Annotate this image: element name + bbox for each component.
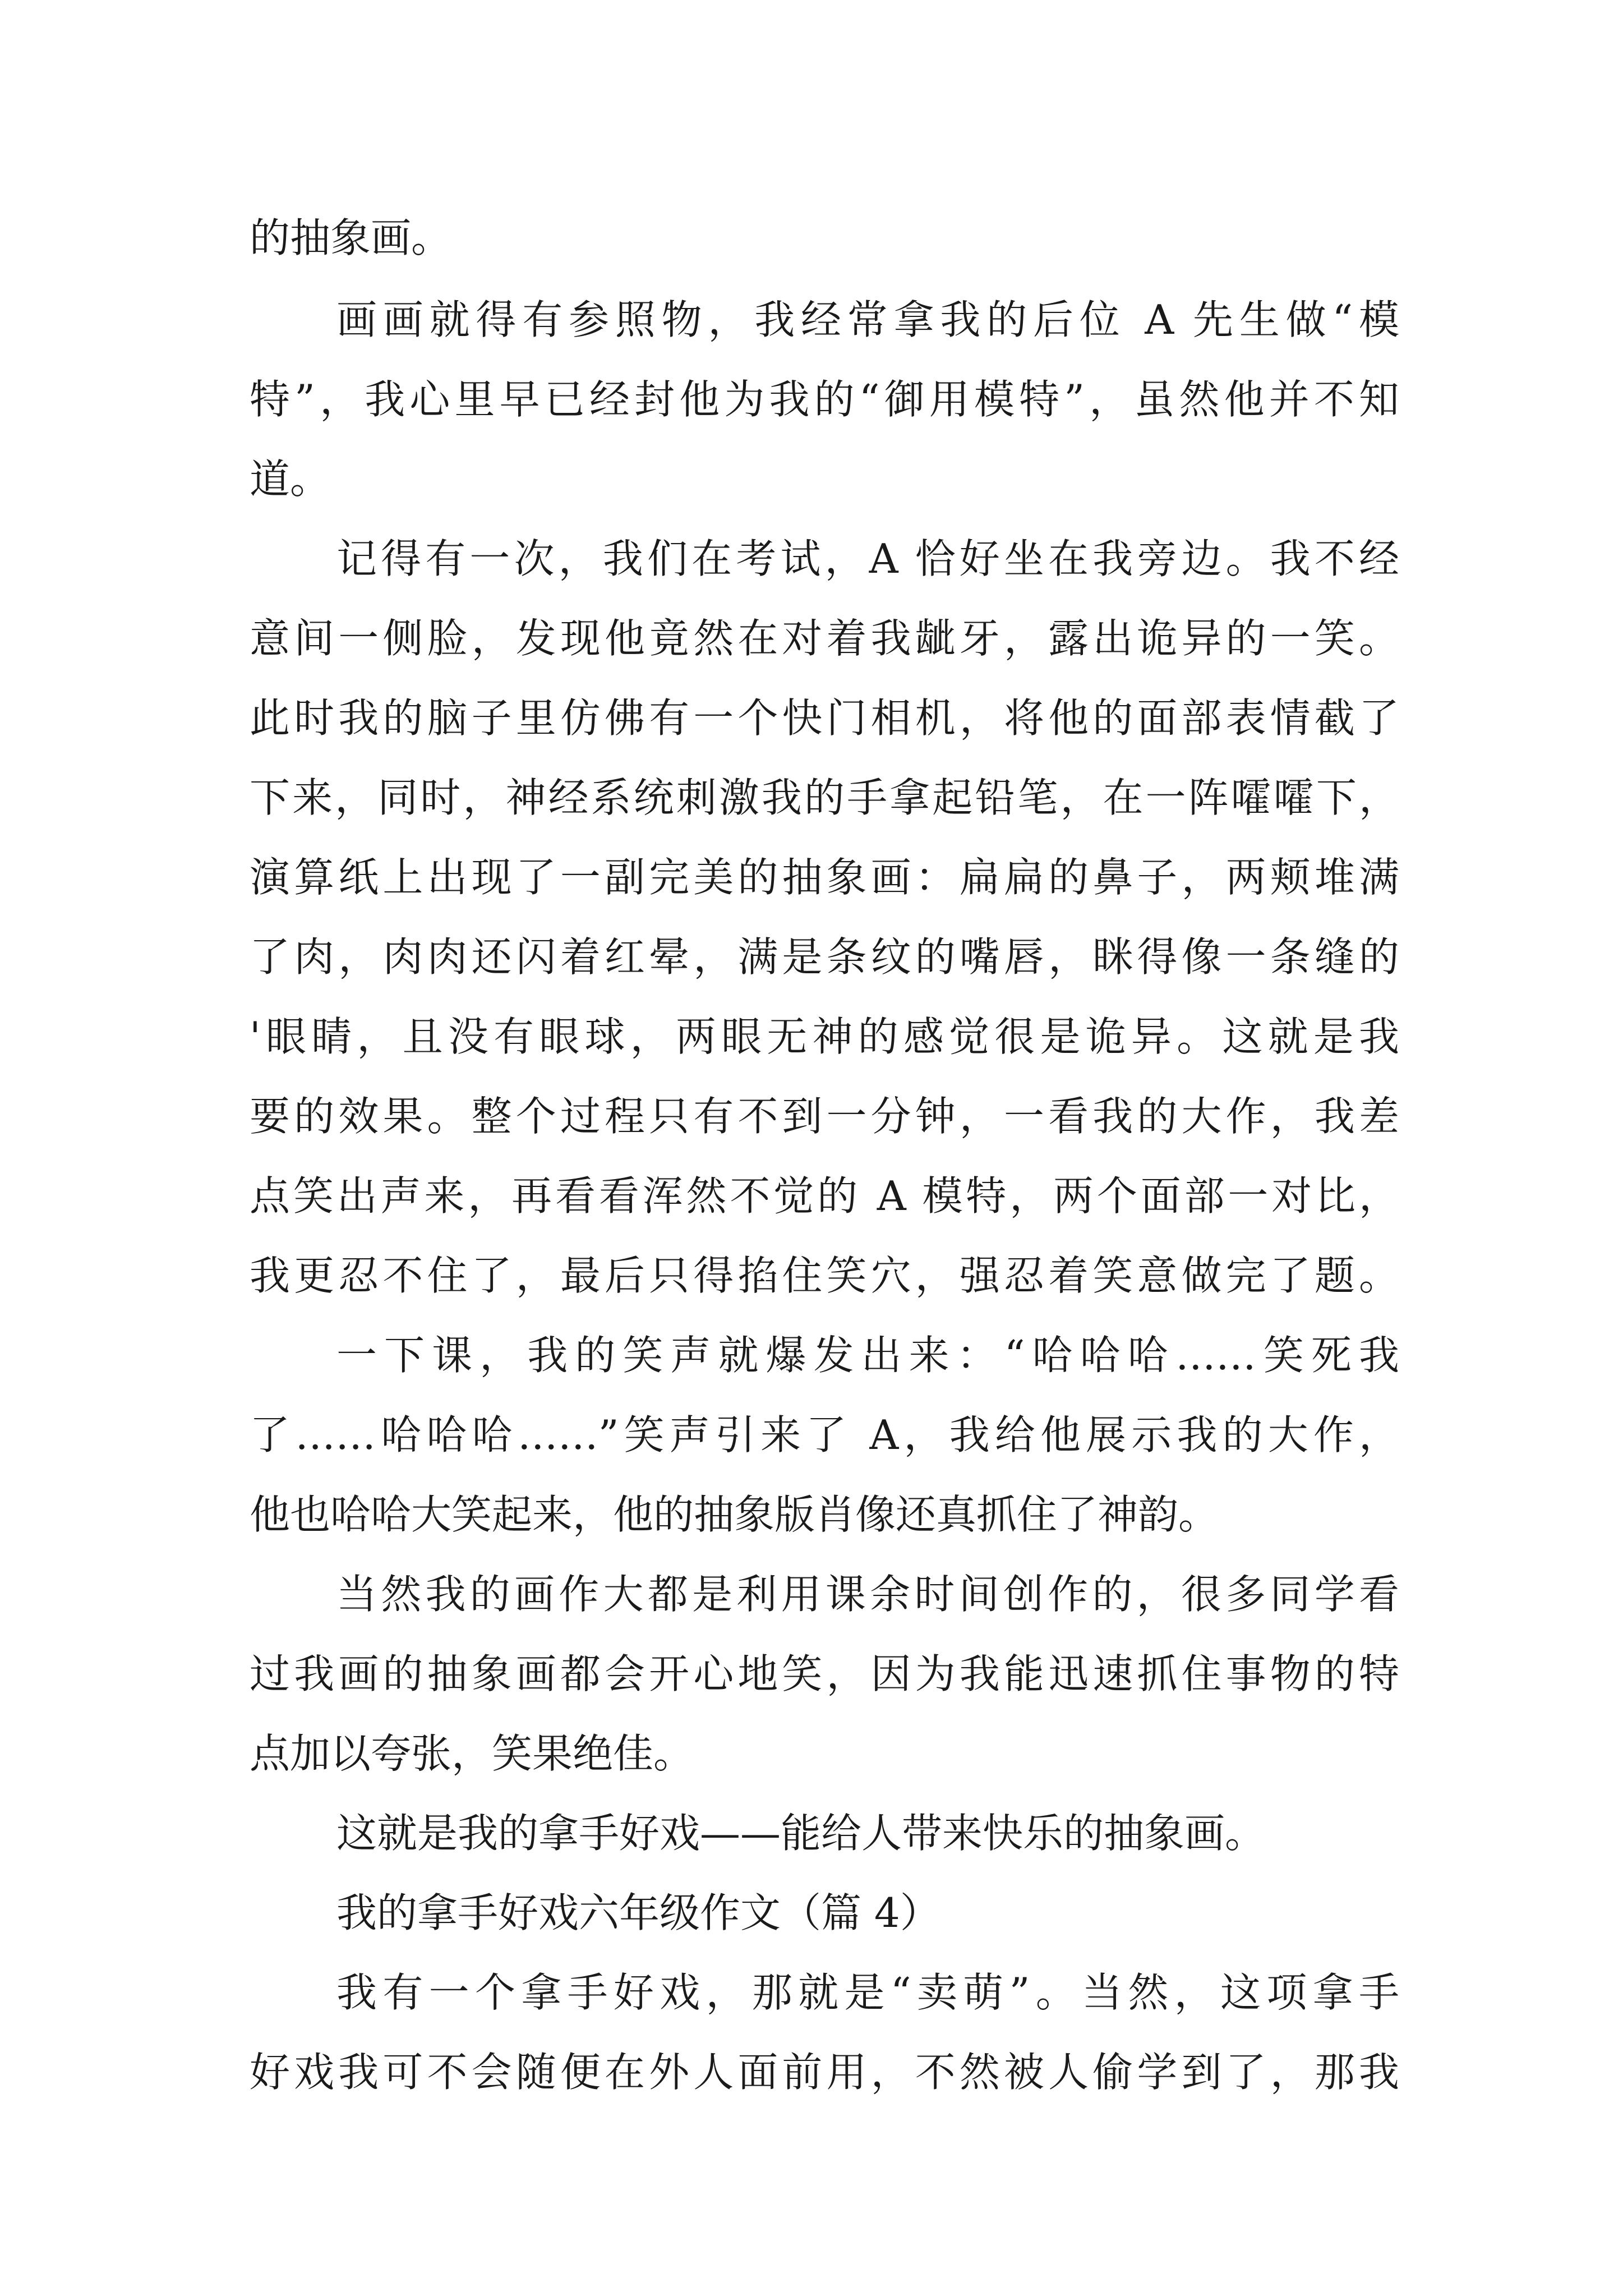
paragraph-first-line: 当然我的画作大都是利用课余时间创作的，很多同学看 <box>336 1571 1399 1618</box>
text-line: 点笑出声来，再看看浑然不觉的 A 模特，两个面部一对比， <box>250 1172 1399 1220</box>
section-heading: 我的拿手好戏六年级作文（篇 4） <box>336 1889 940 1936</box>
text-line: 道。 <box>250 455 331 503</box>
paragraph-first-line: 一下课，我的笑声就爆发出来：“哈哈哈……笑死我 <box>336 1332 1399 1379</box>
text-line: 点加以夸张，笑果绝佳。 <box>250 1730 694 1777</box>
text-line: 的抽象画。 <box>250 214 452 261</box>
text-line: 好戏我可不会随便在外人面前用，不然被人偷学到了，那我 <box>250 2049 1399 2096</box>
text-line: 了……哈哈哈……”笑声引来了 A，我给他展示我的大作， <box>250 1411 1399 1458</box>
paragraph-first-line: 画画就得有参照物，我经常拿我的后位 A 先生做“模 <box>336 296 1399 343</box>
text-line: 了肉，肉肉还闪着红晕，满是条纹的嘴唇，眯得像一条缝的 <box>250 933 1399 981</box>
text-line: 意间一侧脸，发现他竟然在对着我龇牙，露出诡异的一笑。 <box>250 615 1399 662</box>
paragraph-first-line: 我有一个拿手好戏，那就是“卖萌”。当然，这项拿手 <box>336 1969 1399 2016</box>
text-line: 他也哈哈大笑起来，他的抽象版肖像还真抓住了神韵。 <box>250 1491 1219 1538</box>
paragraph-first-line: 记得有一次，我们在考试，A 恰好坐在我旁边。我不经 <box>336 535 1399 582</box>
text-line: 下来，同时，神经系统刺激我的手拿起铅笔，在一阵嚯嚯下， <box>250 774 1399 821</box>
text-line: 演算纸上出现了一副完美的抽象画：扁扁的鼻子，两颊堆满 <box>250 854 1399 901</box>
text-line: 我更忍不住了，最后只得掐住笑穴，强忍着笑意做完了题。 <box>250 1252 1399 1299</box>
text-line: 此时我的脑子里仿佛有一个快门相机，将他的面部表情截了 <box>250 694 1399 742</box>
text-line: 特”，我心里早已经封他为我的“御用模特”，虽然他并不知 <box>250 376 1399 423</box>
text-line: 过我画的抽象画都会开心地笑，因为我能迅速抓住事物的特 <box>250 1650 1399 1697</box>
paragraph-first-line: 这就是我的拿手好戏——能给人带来快乐的抽象画。 <box>336 1810 1266 1857</box>
text-line: 要的效果。整个过程只有不到一分钟，一看我的大作，我差 <box>250 1093 1399 1140</box>
text-line: '眼睛，且没有眼球，两眼无神的感觉很是诡异。这就是我 <box>250 1013 1399 1060</box>
